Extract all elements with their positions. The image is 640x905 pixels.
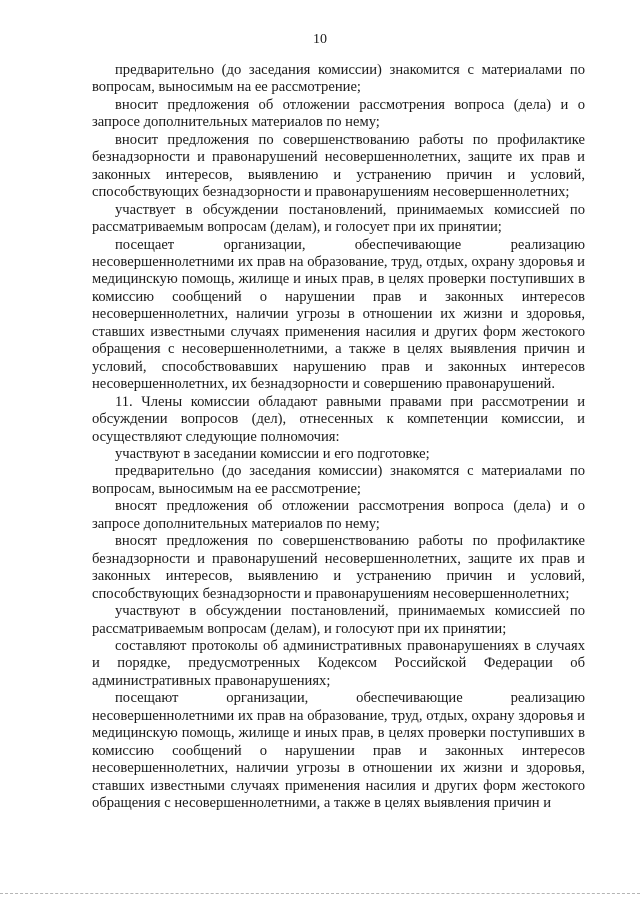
paragraph: 11. Члены комиссии обладают равными правами при рассмотрении и обсуждении вопросов (дел), отнесенных к компетенции комиссии, и осуществляют следующие полномочия:	[92, 393, 585, 445]
paragraph: участвует в обсуждении постановлений, принимаемых комиссией по рассматриваемым вопросам (делам), и голосует при их принятии;	[92, 201, 585, 236]
paragraph: посещает организации, обеспечивающие реализацию несовершеннолетними их прав на образование, труд, отдых, охрану здоровья и медицинскую помощь, жилище и иных прав, в целях проверки поступивших в комиссию сообщений о нарушении прав и законных интересов несовершеннолетних, наличии угрозы в отношении их жизни и здоровья, ставших известными случаях применения насилия и других форм жестокого обращения с несовершеннолетними, а также в целях выявления причин и условий, способствовавших нарушению прав и законных интересов несовершеннолетних, их безнадзорности и совершению правонарушений.	[92, 236, 585, 393]
paragraph: составляют протоколы об административных правонарушениях в случаях и порядке, предусмотренных Кодексом Российской Федерации об административных правонарушениях;	[92, 637, 585, 689]
paragraph: посещают организации, обеспечивающие реализацию несовершеннолетними их прав на образование, труд, отдых, охрану здоровья и медицинскую помощь, жилище и иных прав, в целях проверки поступивших в комиссию сообщений о нарушении прав и законных интересов несовершеннолетних, наличии угрозы в отношении их жизни и здоровья, ставших известными случаях применения насилия и других форм жестокого обращения с несовершеннолетними, а также в целях выявления причин и	[92, 690, 585, 812]
paragraph: участвуют в заседании комиссии и его подготовке;	[115, 445, 430, 462]
paragraph: предварительно (до заседания комиссии) знакомятся с материалами по вопросам, выносимым на ее рассмотрение;	[92, 463, 585, 497]
paragraph: вносит предложения об отложении рассмотрения вопроса (дела) и о запросе дополнительных материалов по нему;	[92, 96, 585, 131]
paragraph: вносит предложения по совершенствованию работы по профилактике безнадзорности и правонарушений несовершеннолетних, защите их прав и законных интересов, выявлению и устранению причин и условий, способствующих безнадзорности и правонарушениям несовершеннолетних;	[92, 131, 585, 201]
paragraph: участвуют в обсуждении постановлений, принимаемых комиссией по рассматриваемым вопросам (делам), и голосуют при их принятии;	[92, 603, 585, 637]
paragraph: вносят предложения по совершенствованию работы по профилактике безнадзорности и правонарушений несовершеннолетних, защите их прав и законных интересов, выявлению и устранению причин и условий, способствующих безнадзорности и правонарушениям несовершеннолетних;	[92, 533, 585, 602]
paragraph: вносят предложения об отложении рассмотрения вопроса (дела) и о запросе дополнительных материалов по нему;	[92, 498, 585, 532]
page-number: 10	[313, 32, 327, 47]
document-body	[92, 62, 585, 812]
paragraph: предварительно (до заседания комиссии) знакомится с материалами по вопросам, выносимым на ее рассмотрение;	[92, 62, 585, 96]
scan-edge-line	[0, 893, 640, 894]
